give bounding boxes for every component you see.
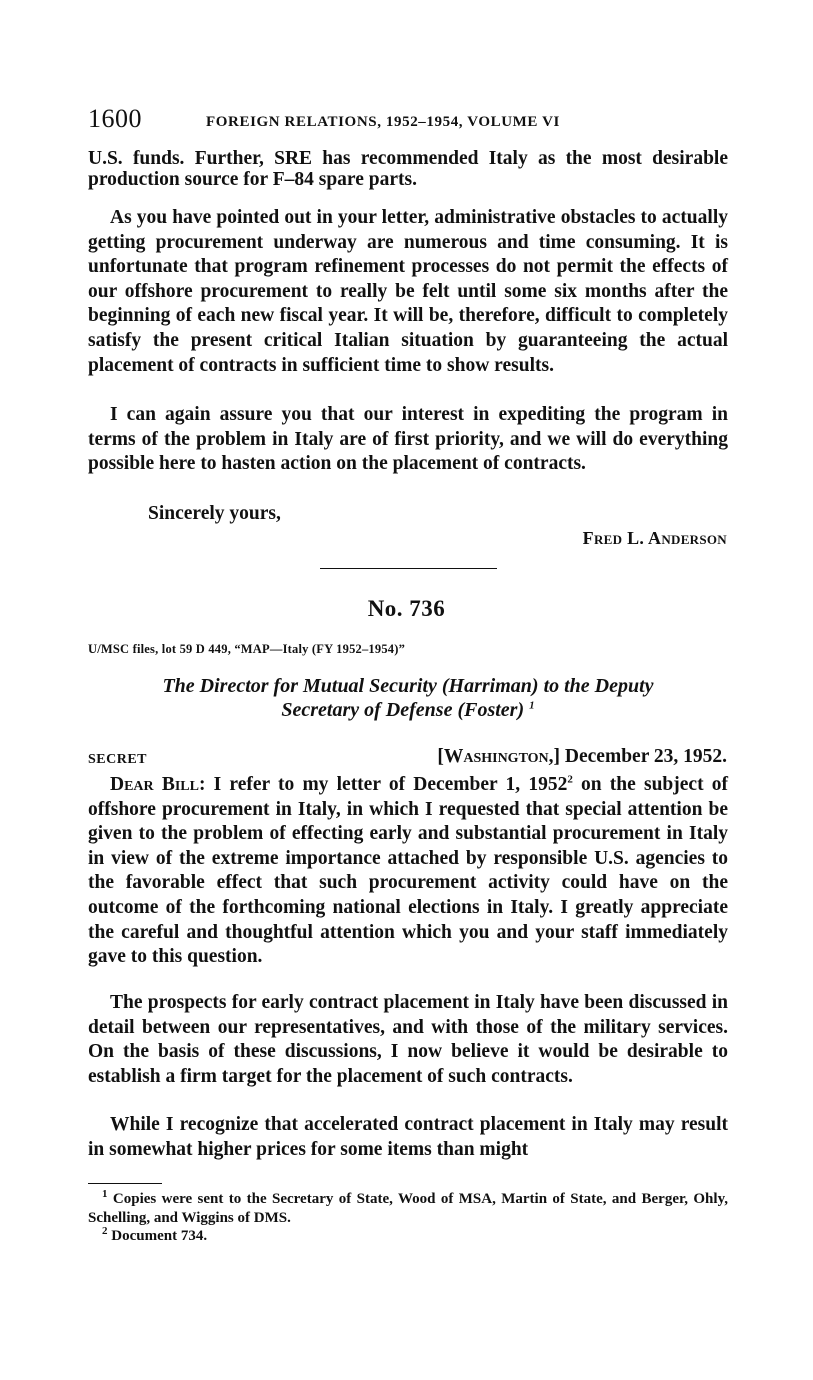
title-line-1: The Director for Mutual Security (Harriman) to the Deputy bbox=[162, 675, 654, 697]
paragraph-text: The prospects for early contract placement in Italy have been discussed in detail between our representatives, and with those of the military services. On the basis of these discussions, I now believe it would be desirable to establish a firm target for the placement of such contracts. bbox=[88, 992, 728, 1087]
dateline-date: December 23, 1952. bbox=[564, 746, 727, 767]
page-header bbox=[88, 104, 728, 138]
section-divider bbox=[320, 568, 497, 569]
footnote-mark-2: 2 bbox=[567, 773, 573, 786]
previous-letter-paragraph-2 bbox=[88, 206, 728, 378]
footnote-1-text: Copies were sent to the Secretary of State, Wood of MSA, Martin of State, and Berger, Ohly, Schelling, and Wiggins of DMS. bbox=[88, 1191, 728, 1226]
paragraph-text: U.S. funds. Further, SRE has recommended Italy as the most desirable production source for F–84 spare parts. bbox=[88, 148, 728, 190]
footnotes bbox=[88, 1190, 728, 1246]
salutation: Dear Bill: bbox=[110, 774, 206, 795]
letter-paragraph-1 bbox=[88, 773, 728, 970]
paragraph-1-start: I refer to my letter of December 1, 1952 bbox=[213, 774, 568, 795]
signature: Fred L. Anderson bbox=[582, 528, 727, 548]
dateline bbox=[437, 746, 727, 768]
footnote-2 bbox=[88, 1227, 728, 1246]
paragraph-1-rest: on the subject of offshore procurement in Italy, in which I requested that special attention be given to the problem of effecting early and substantial procurement in Italy in view of the extreme importance attached by responsible U.S. agencies to the favorable effect that such procurement activity could have on the outcome of the forthcoming national elections in Italy. I greatly appreciate the careful and thoughtful attention which you and your staff immediately gave to this question. bbox=[88, 774, 728, 968]
page-number: 1600 bbox=[88, 104, 142, 133]
running-head: FOREIGN RELATIONS, 1952–1954, VOLUME VI bbox=[206, 114, 560, 130]
classification-label: SECRET bbox=[88, 752, 148, 767]
title-footnote-mark: 1 bbox=[529, 699, 535, 712]
letter-paragraph-2 bbox=[88, 991, 728, 1089]
dateline-place: [Washington,] bbox=[437, 746, 561, 767]
previous-letter-paragraph-3 bbox=[88, 403, 728, 477]
letter-closing: Sincerely yours, bbox=[148, 503, 281, 524]
document-title bbox=[88, 674, 728, 722]
document-number: No. 736 bbox=[367, 596, 446, 621]
footnote-divider bbox=[88, 1183, 162, 1184]
paragraph-text: While I recognize that accelerated contract placement in Italy may result in somewhat higher prices for some items than might bbox=[88, 1114, 728, 1160]
footnote-1 bbox=[88, 1190, 728, 1227]
paragraph-text: As you have pointed out in your letter, administrative obstacles to actually getting procurement underway are numerous and time consuming. It is unfortunate that program refinement processes do not permit the effects of our offshore procurement to really be felt until some six months after the beginning of each new fiscal year. It will be, therefore, difficult to completely satisfy the present critical Italian situation by guaranteeing the actual placement of contracts in sufficient time to show results. bbox=[88, 207, 728, 376]
letter-paragraph-3 bbox=[88, 1113, 728, 1162]
previous-letter-paragraph-1 bbox=[88, 148, 728, 190]
footnote-1-mark: 1 bbox=[102, 1188, 108, 1200]
paragraph-text: I can again assure you that our interest in expediting the program in terms of the problem in Italy are of first priority, and we will do everything possible here to hasten action on the placement of contracts. bbox=[88, 404, 728, 475]
footnote-2-mark: 2 bbox=[102, 1225, 108, 1237]
title-line-2-wrapper bbox=[88, 698, 728, 722]
paragraph-text bbox=[88, 773, 728, 970]
source-citation: U/MSC files, lot 59 D 449, “MAP—Italy (FY 1952–1954)” bbox=[88, 642, 406, 656]
title-line-2: Secretary of Defense (Foster) bbox=[281, 699, 525, 721]
footnote-2-text: Document 734. bbox=[111, 1228, 208, 1244]
